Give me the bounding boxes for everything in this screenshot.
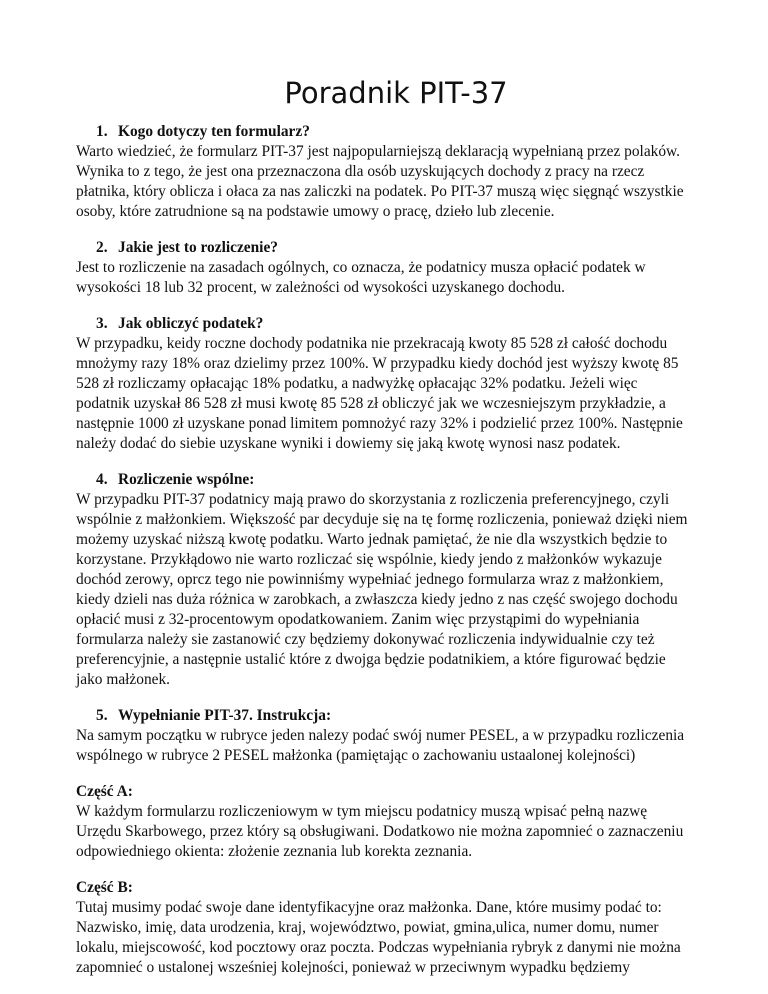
- section-heading-3: [76, 314, 716, 334]
- text-line: preferencyjnie, a następnie ustalić które z dwojga będzie podatnikiem, a które figurować będzie: [76, 651, 666, 668]
- part-b: [76, 878, 716, 978]
- section-heading-1: [76, 122, 716, 142]
- text-line: 528 zł rozliczamy opłacając 18% podatku, a nadwyżkę opłacając 32% podatku. Jeżeli więc: [76, 375, 638, 392]
- text-line: płatnika, który oblicza i ołaca za nas zaliczki na podatek. Po PIT-37 muszą więc sięgnąć wszystkie: [76, 183, 684, 200]
- text-line: Wynika to z tego, że jest ona przeznaczona dla osób uzyskujących dochody z pracy na rzecz: [76, 163, 645, 180]
- section-heading-text: Jak obliczyć podatek?: [118, 315, 264, 332]
- section-heading-4: [76, 470, 716, 490]
- text-line: Urzędu Skarbowego, przez który są obsługiwani. Dodatkowo nie można zapomnieć o zaznaczeniu: [76, 823, 684, 840]
- text-line: Warto wiedzieć, że formularz PIT-37 jest najpopularniejszą deklaracją wypełnianą przez polaków.: [76, 143, 681, 160]
- section-heading-text: Jakie jest to rozliczenie?: [118, 239, 278, 256]
- text-line: podatnik uzyskał 86 528 zł musi kwotę 85 528 zł obliczyć jak we wczesniejszym przykładzie, a: [76, 395, 666, 412]
- text-line: W każdym formularzu rozliczeniowym w tym miejscu podatnicy muszą wpisać pełną nazwę: [76, 803, 648, 820]
- text-line: Nazwisko, imię, data urodzenia, kraj, województwo, powiat, gmina,ulica, numer domu, numer: [76, 919, 659, 936]
- section-paragraph-2: [76, 258, 716, 298]
- text-line: korzystane. Przykłądowo nie warto rozliczać się wspólnie, kiedy jendo z małżonków wykazuje: [76, 551, 662, 568]
- document-title: Poradnik PIT-37: [284, 76, 508, 110]
- part-a: [76, 782, 716, 862]
- text-line: formularza należy sie zastanowić czy będziemy dokonywać rozliczenia indywidualnie czy też: [76, 631, 655, 648]
- text-line: Tutaj musimy podać swoje dane identyfikacyjne oraz małżonka. Dane, które musimy podać to:: [76, 899, 662, 916]
- section-heading-text: Wypełnianie PIT-37. Instrukcja:: [118, 707, 332, 724]
- text-line: W przypadku, keidy roczne dochody podatnika nie przekracają kwoty 85 528 zł całość dochodu: [76, 335, 668, 352]
- text-line: lokalu, miejscowość, kod pocztowy oraz poczta. Podczas wypełniania rybryk z danymi nie można: [76, 939, 681, 956]
- section-number: 4.: [96, 471, 108, 488]
- document-page: [76, 0, 716, 978]
- text-line: jako małżonek.: [76, 671, 171, 688]
- text-line: następnie 1000 zł uzyskane ponad limitem pomnożyć razy 32% i podzielić przez 100%. Następnie: [76, 415, 683, 432]
- text-line: Na samym początku w rubryce jeden nalezy podać swój numer PESEL, a w przypadku rozliczenia: [76, 727, 685, 744]
- section-heading-5: [76, 706, 716, 726]
- part-paragraph: [76, 898, 716, 978]
- text-line: kiedy dzieli nas duża różnica w zarobkach, a zwłaszcza kiedy jedno z nas część swojego dochodu: [76, 591, 678, 608]
- text-line: osoby, które zatrudnione są na podstawie umowy o pracę, dzieło lub zlecenie.: [76, 203, 555, 220]
- text-line: należy dodać do siebie uzyskane wyniki i dowiemy się jaką kwotę wynosi nasz podatek.: [76, 435, 621, 452]
- section-paragraph-3: [76, 334, 716, 454]
- section-number: 5.: [96, 707, 108, 724]
- part-paragraph: [76, 802, 716, 862]
- text-line: opłacić musi z 32-procentowym opodatkowaniem. Zanim więc przystąpimi do wypełniania: [76, 611, 640, 628]
- text-line: wysokości 18 lub 32 procent, w zależności od wysokości uzyskanego dochodu.: [76, 279, 565, 296]
- section-paragraph-5: [76, 726, 716, 766]
- section-paragraph-1: [76, 142, 716, 222]
- section-heading-2: [76, 238, 716, 258]
- section-number: 1.: [96, 123, 108, 140]
- part-heading: Część A:: [76, 783, 133, 800]
- text-line: Jest to rozliczenie na zasadach ogólnych, co oznacza, że podatnicy musza opłacić podatek w: [76, 259, 646, 276]
- text-line: dochód zerowy, oprcz tego nie powinniśmy wypełniać jednego formularza wraz z małżonkiem,: [76, 571, 664, 588]
- section-heading-text: Rozliczenie wspólne:: [118, 471, 255, 488]
- text-line: mnożymy razy 18% oraz dzielimy przez 100%. W przypadku kiedy dochód jest wyższy kwotę 85: [76, 355, 679, 372]
- text-line: zapomnieć o ustalonej wsześniej kolejności, ponieważ w przeciwnym wypadku będziemy: [76, 959, 630, 976]
- text-line: możemy uzyskać niższą kwotę podatku. Warto jednak pamiętać, że nie dla wszystkich będzie to: [76, 531, 668, 548]
- section-number: 3.: [96, 315, 108, 332]
- text-line: wspólnego w rubryce 2 PESEL małżonka (pamiętając o zachowaniu ustaalonej kolejności): [76, 747, 636, 764]
- part-heading: Część B:: [76, 879, 133, 896]
- text-line: W przypadku PIT-37 podatnicy mają prawo do skorzystania z rozliczenia preferencyjnego, czyli: [76, 491, 670, 508]
- text-line: wspólnie z małżonkiem. Większość par decyduje się na tę formę rozliczenia, ponieważ dzięki niem: [76, 511, 688, 528]
- section-paragraph-4: [76, 490, 716, 690]
- text-line: odpowiedniego okienta: złożenie zeznania lub korekta zeznania.: [76, 843, 473, 860]
- section-heading-text: Kogo dotyczy ten formularz?: [118, 123, 310, 140]
- section-number: 2.: [96, 239, 108, 256]
